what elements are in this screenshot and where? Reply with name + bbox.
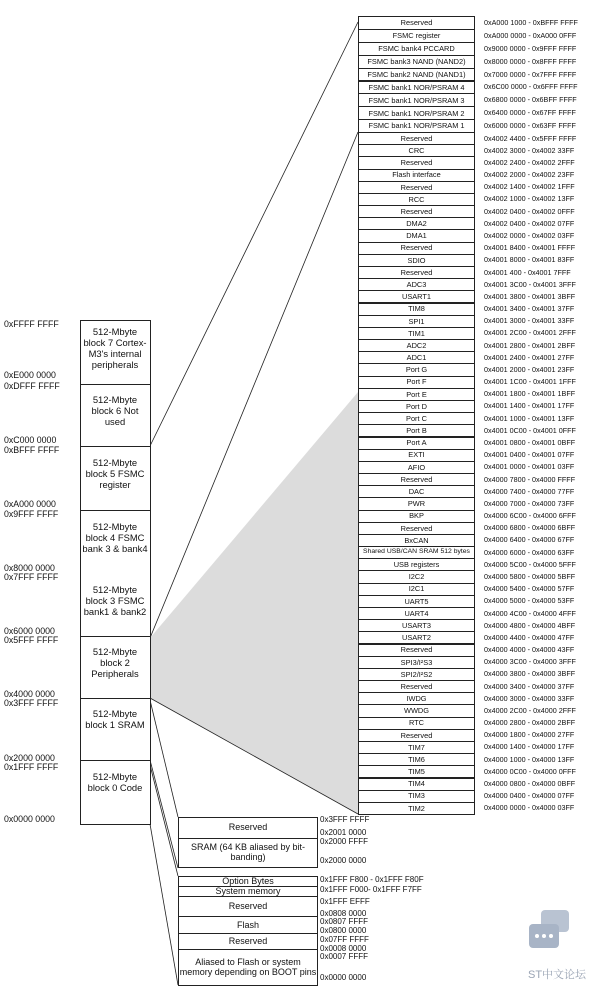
peripheral-cell: USB registers [358,558,475,571]
peripheral-cell: AFIO [358,461,475,474]
peripheral-cell: FSMC bank2 NAND (NAND1) [358,68,475,82]
peripheral-cell: Port A [358,437,475,450]
peripheral-cell: Reserved [358,156,475,169]
peripheral-cell: TIM5 [358,765,475,778]
address-label: 0xDFFF FFFF [4,381,60,391]
memory-block-label: 512-Mbyte block 2 Peripherals [91,646,139,680]
peripheral-cell: TIM1 [358,327,475,340]
address-label: 0x7FFF FFFF [4,572,59,582]
peripheral-cell: Reserved [358,522,475,535]
peripheral-address: 0x4001 400 - 0x4001 7FFF [484,267,571,277]
peripheral-address: 0x4001 2800 - 0x4001 2BFF [484,340,576,350]
peripheral-cell: TIM4 [358,778,475,791]
peripheral-address: 0x4001 1800 - 0x4001 1BFF [484,389,576,399]
code-address: 0x0807 FFFF [320,917,369,926]
code-address: 0x0800 0000 [320,926,367,935]
peripheral-cell: ADC2 [358,339,475,352]
peripheral-address: 0x4000 6C00 - 0x4000 6FFF [484,511,576,520]
peripheral-address: 0x6800 0000 - 0x6BFF FFFF [484,95,577,105]
code-address: 0x07FF FFFF [320,935,369,944]
connector-line [150,765,178,876]
peripheral-cell: FSMC bank1 NOR/PSRAM 1 [358,119,475,133]
peripheral-cell: IWDG [358,692,475,705]
peripheral-address: 0x4002 1000 - 0x4002 13FF [484,194,575,204]
address-label: 0xE000 0000 [4,370,56,380]
peripheral-address: 0x4001 3000 - 0x4001 33FF [484,316,575,326]
address-label: 0xFFFF FFFF [4,319,59,329]
peripheral-cell: SDIO [358,254,475,267]
peripheral-cell: Reserved [358,132,475,145]
sram-address: 0x3FFF FFFF [320,815,370,824]
code-address: 0x1FFF F800 - 0x1FFF F80F [320,875,424,884]
peripheral-cell: SPI2/I²S2 [358,668,475,681]
peripheral-address: 0x4000 3000 - 0x4000 33FF [484,693,575,703]
memory-block-label: 512-Mbyte block 7 Cortex-M3's internal peripherals [83,325,147,370]
peripheral-cell: BKP [358,510,475,523]
peripheral-cell: DAC [358,485,475,498]
peripheral-address: 0x4002 2400 - 0x4002 2FFF [484,157,575,167]
peripheral-cell: Port D [358,400,475,413]
peripheral-address: 0x4001 1000 - 0x4001 13FF [484,413,575,423]
peripheral-cell: Reserved [358,729,475,742]
code-region-cell: Reserved [178,896,318,918]
peripheral-address: 0x4000 1400 - 0x4000 17FF [484,742,575,752]
peripheral-address: 0x4001 3800 - 0x4001 3BFF [484,291,576,301]
peripheral-cell: WWDG [358,704,475,717]
peripheral-cell: Port B [358,424,475,437]
memory-block-label: 512-Mbyte block 0 Code [87,771,143,794]
peripheral-cell: TIM7 [358,741,475,754]
peripheral-address: 0x4000 2C00 - 0x4000 2FFF [484,705,576,715]
peripheral-cell: I2C2 [358,570,475,583]
memory-block-label: 512-Mbyte block 5 FSMC register [85,457,145,491]
peripheral-cell: Port C [358,412,475,425]
peripheral-cell: UART4 [358,607,475,620]
peripheral-address: 0x4002 1400 - 0x4002 1FFF [484,182,575,192]
peripheral-address: 0x4001 0800 - 0x4001 0BFF [484,438,576,447]
peripheral-address: 0xA000 0000 - 0xA000 0FFF [484,30,577,40]
peripheral-address: 0x4001 8400 - 0x4001 FFFF [484,243,576,253]
address-label: 0xA000 0000 [4,499,56,509]
peripheral-address: 0x4000 3400 - 0x4000 37FF [484,681,575,691]
peripheral-cell: TIM6 [358,753,475,766]
peripheral-fan-shade [150,392,358,814]
peripheral-cell: FSMC bank1 NOR/PSRAM 3 [358,93,475,107]
code-address: 0x0008 0000 [320,944,367,953]
peripheral-cell: FSMC bank4 PCCARD [358,42,475,56]
peripheral-cell: Reserved [358,644,475,657]
connector-line [150,760,178,868]
peripheral-address: 0x7000 0000 - 0x7FFF FFFF [484,69,577,79]
peripheral-cell: SPI1 [358,315,475,328]
peripheral-cell: Shared USB/CAN SRAM 512 bytes [358,546,475,559]
peripheral-cell: Reserved [358,266,475,279]
peripheral-address: 0x4000 0000 - 0x4000 03FF [484,803,575,813]
peripheral-cell: ADC1 [358,351,475,364]
peripheral-address: 0x4000 5C00 - 0x4000 5FFF [484,559,576,569]
peripheral-address: 0x4001 8000 - 0x4001 83FF [484,255,575,265]
dot-icon [535,934,539,938]
peripheral-address: 0x6C00 0000 - 0x6FFF FFFF [484,82,578,92]
peripheral-address: 0x4000 0800 - 0x4000 0BFF [484,779,576,788]
peripheral-address: 0x4000 5400 - 0x4000 57FF [484,584,575,594]
peripheral-cell: Reserved [358,16,475,30]
peripheral-cell: DMA2 [358,217,475,230]
peripheral-address: 0x4000 0C00 - 0x4000 0FFF [484,766,576,776]
peripheral-address: 0x4001 0C00 - 0x4001 0FFF [484,425,576,435]
sram-reserved-cell: Reserved [178,817,318,839]
peripheral-address: 0x4002 0400 - 0x4002 07FF [484,218,575,228]
peripheral-address: 0xA000 1000 - 0xBFFF FFFF [484,17,578,27]
address-label: 0x6000 0000 [4,626,55,636]
peripheral-cell: USART3 [358,619,475,632]
connector-line [150,22,358,446]
connector-line [150,700,178,817]
watermark-text: ST中文论坛 [528,969,587,981]
code-region-cell: Reserved [178,933,318,951]
code-address: 0x0000 0000 [320,973,367,982]
peripheral-cell: USART2 [358,631,475,644]
peripheral-cell: Reserved [358,473,475,486]
peripheral-cell: FSMC bank1 NOR/PSRAM 2 [358,106,475,120]
peripheral-address: 0x4000 5000 - 0x4000 53FF [484,596,575,606]
peripheral-address: 0x4002 0000 - 0x4002 03FF [484,230,575,240]
peripheral-cell: Reserved [358,181,475,194]
peripheral-address: 0x4002 4400 - 0x5FFF FFFF [484,133,577,143]
address-label: 0x4000 0000 [4,689,55,699]
memory-block-label: 512-Mbyte block 4 FSMC bank 3 & bank4 [82,520,148,554]
peripheral-cell: I2C1 [358,583,475,596]
peripheral-address: 0x4000 0400 - 0x4000 07FF [484,791,575,801]
code-address: 0x0007 FFFF [320,952,369,961]
sram-address: 0x2001 0000 [320,828,367,837]
peripheral-cell: FSMC bank3 NAND (NAND2) [358,55,475,69]
peripheral-cell: Reserved [358,680,475,693]
code-region-cell: Aliased to Flash or system memory depending on BOOT pins [178,949,318,986]
peripheral-cell: Port E [358,388,475,401]
peripheral-address: 0x4002 0400 - 0x4002 0FFF [484,206,575,216]
peripheral-address: 0x6400 0000 - 0x67FF FFFF [484,108,576,118]
peripheral-address: 0x4000 3800 - 0x4000 3BFF [484,669,576,679]
peripheral-address: 0x4000 7400 - 0x4000 77FF [484,486,575,496]
code-region-cell: Option Bytes [178,876,318,888]
peripheral-cell: FSMC bank1 NOR/PSRAM 4 [358,81,475,95]
peripheral-address: 0x4000 4400 - 0x4000 47FF [484,632,575,642]
address-label: 0x8000 0000 [4,563,55,573]
address-label: 0x1FFF FFFF [4,762,59,772]
peripheral-address: 0x4000 6800 - 0x4000 6BFF [484,523,576,533]
peripheral-cell: UART5 [358,595,475,608]
code-address: 0x1FFF EFFF [320,897,370,906]
peripheral-address: 0x4000 6000 - 0x4000 63FF [484,547,575,557]
peripheral-cell: RCC [358,193,475,206]
peripheral-cell: SPI3/I²S3 [358,656,475,669]
peripheral-address: 0x4000 7000 - 0x4000 73FF [484,498,575,508]
peripheral-cell: CRC [358,144,475,157]
code-address: 0x0808 0000 [320,909,367,918]
peripheral-address: 0x4001 2C00 - 0x4001 2FFF [484,328,576,338]
peripheral-cell: ADC3 [358,278,475,291]
address-label: 0x3FFF FFFF [4,698,59,708]
dot-icon [542,934,546,938]
peripheral-cell: FSMC register [358,29,475,43]
peripheral-cell: Reserved [358,205,475,218]
memory-block-label: 512-Mbyte block 6 Not used [91,394,139,428]
peripheral-address: 0x4001 1400 - 0x4001 17FF [484,401,575,411]
peripheral-address: 0x4000 4800 - 0x4000 4BFF [484,620,576,630]
peripheral-address: 0x4000 2800 - 0x4000 2BFF [484,718,576,728]
peripheral-address: 0x4000 5800 - 0x4000 5BFF [484,571,576,581]
address-label: 0x2000 0000 [4,753,55,763]
peripheral-address: 0x8000 0000 - 0x8FFF FFFF [484,56,577,66]
peripheral-cell: TIM2 [358,802,475,815]
sram-address: 0x2000 0000 [320,856,367,865]
memory-block-label: 512-Mbyte block 3 FSMC bank1 & bank2 [83,583,147,617]
sram-main-cell: SRAM (64 KB aliased by bit-banding) [178,838,318,868]
peripheral-address: 0x4002 2000 - 0x4002 23FF [484,170,575,179]
peripheral-address: 0x4001 0400 - 0x4001 07FF [484,450,575,460]
watermark-logo [527,908,571,954]
peripheral-address: 0x4002 3000 - 0x4002 33FF [484,145,575,155]
peripheral-cell: TIM8 [358,303,475,316]
peripheral-cell: USART1 [358,290,475,303]
peripheral-address: 0x4000 1800 - 0x4000 27FF [484,730,575,740]
peripheral-cell: Flash interface [358,169,475,182]
peripheral-address: 0x4001 2000 - 0x4001 23FF [484,364,575,374]
peripheral-address: 0x4001 3C00 - 0x4001 3FFF [484,279,576,289]
peripheral-cell: DMA1 [358,229,475,242]
address-label: 0x9FFF FFFF [4,509,59,519]
memory-block-label: 512-Mbyte block 1 SRAM [85,708,145,731]
peripheral-address: 0x9000 0000 - 0x9FFF FFFF [484,43,577,53]
peripheral-cell: EXTI [358,449,475,462]
peripheral-address: 0x4001 3400 - 0x4001 37FF [484,304,575,313]
peripheral-address: 0x4000 6400 - 0x4000 67FF [484,535,575,545]
peripheral-address: 0x4000 4C00 - 0x4000 4FFF [484,608,576,618]
peripheral-cell: BxCAN [358,534,475,547]
code-region-cell: System memory [178,886,318,898]
dot-icon [549,934,553,938]
sram-address: 0x2000 FFFF [320,837,369,846]
peripheral-address: 0x4000 1000 - 0x4000 13FF [484,754,575,764]
code-region-cell: Flash [178,916,318,935]
connector-line [150,824,178,985]
peripheral-address: 0x4000 7800 - 0x4000 FFFF [484,474,576,484]
address-label: 0xBFFF FFFF [4,445,60,455]
peripheral-address: 0x6000 0000 - 0x63FF FFFF [484,121,576,130]
address-label: 0x0000 0000 [4,814,55,824]
peripheral-address: 0x4001 2400 - 0x4001 27FF [484,352,575,362]
peripheral-cell: Port G [358,363,475,376]
peripheral-address: 0x4000 3C00 - 0x4000 3FFF [484,657,576,667]
peripheral-cell: PWR [358,497,475,510]
address-label: 0xC000 0000 [4,435,57,445]
code-address: 0x1FFF F000- 0x1FFF F7FF [320,885,422,894]
peripheral-cell: RTC [358,717,475,730]
peripheral-cell: TIM3 [358,790,475,803]
peripheral-address: 0x4001 0000 - 0x4001 03FF [484,462,575,472]
peripheral-cell: Reserved [358,242,475,255]
peripheral-address: 0x4000 4000 - 0x4000 43FF [484,645,575,654]
peripheral-cell: Port F [358,376,475,389]
address-label: 0x5FFF FFFF [4,635,59,645]
peripheral-address: 0x4001 1C00 - 0x4001 1FFF [484,377,576,387]
